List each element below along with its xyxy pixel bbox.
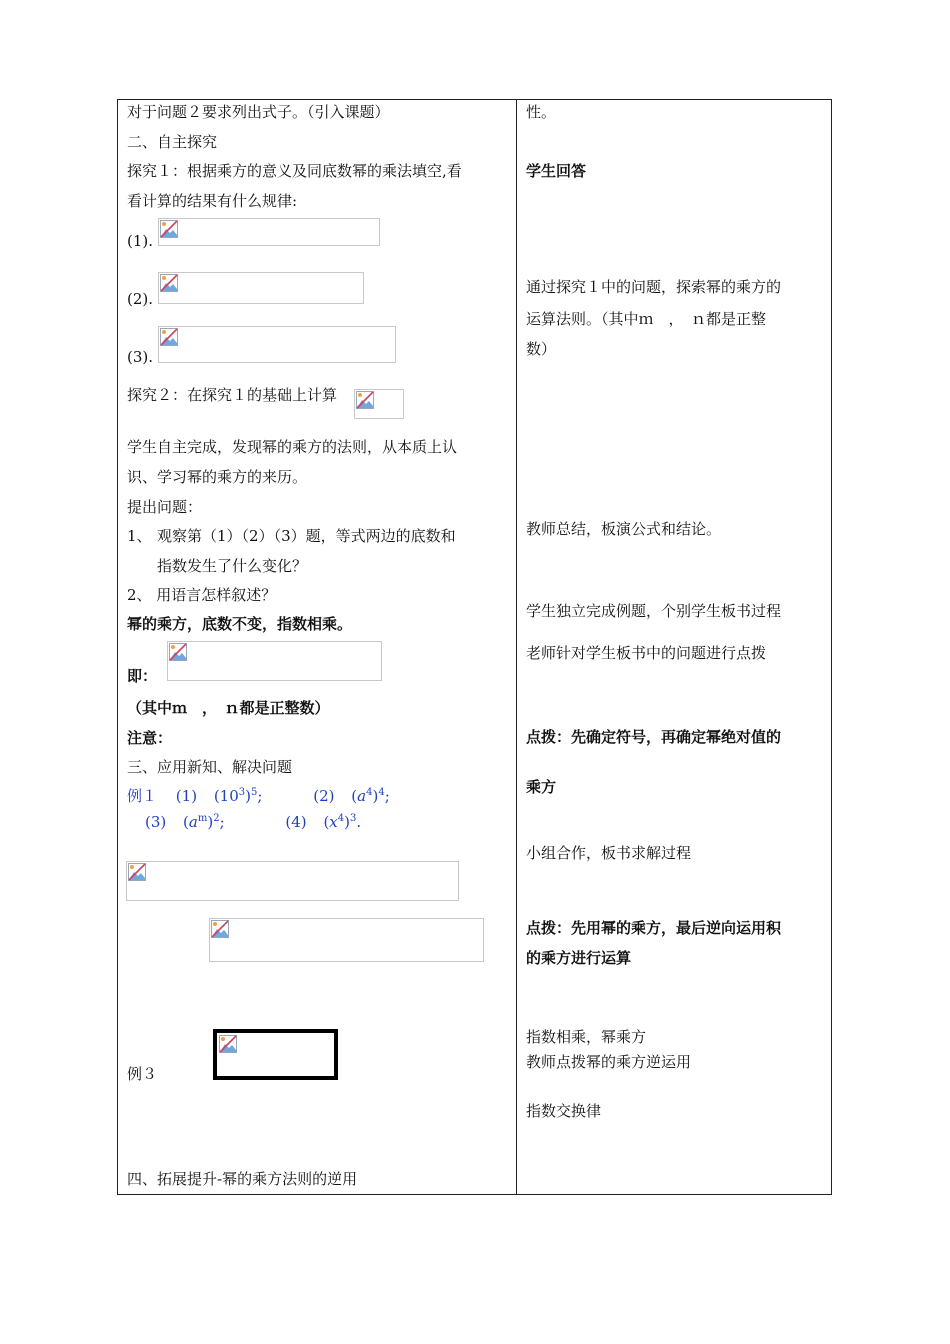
question-1-line2: 指数发生了什么变化？ xyxy=(157,557,308,575)
section-title-2: 二、自主探究 xyxy=(127,133,218,151)
column-divider xyxy=(516,99,517,1195)
student-line2: 识、学习幂的乘方的来历。 xyxy=(127,468,308,486)
question-1-number: 1、 xyxy=(127,527,152,545)
section-title-4: 四、拓展提升-幂的乘方法则的逆用 xyxy=(127,1170,358,1188)
right-text-6: 教师总结，板演公式和结论。 xyxy=(526,520,722,538)
item-1-label: (1). xyxy=(127,232,154,250)
explore2-line: 探究２：在探究１的基础上计算 xyxy=(127,386,338,404)
example-1-part4: (4) xyxy=(285,813,307,831)
right-text-4: 运算法则。（其中ｍ ， ｎ都是正整 xyxy=(526,310,767,328)
example-1-label: 例１ xyxy=(127,787,158,805)
formula-image-4 xyxy=(354,389,404,419)
example-1-expr2: $(a^4)^4$; xyxy=(351,787,390,805)
right-text-3: 通过探究１中的问题，探索幂的乘方的 xyxy=(526,278,782,296)
question-2: 2、 用语言怎样叙述？ xyxy=(127,586,277,604)
right-text-11: 小组合作，板书求解过程 xyxy=(526,844,692,862)
explore1-line1: 探究１：根据乘方的意义及同底数幂的乘法填空,看 xyxy=(127,162,462,180)
broken-image-icon xyxy=(160,274,178,292)
formula-image-ex2b xyxy=(209,918,484,962)
example-1-part3: (3) xyxy=(145,813,167,831)
example-1-part1: (1) xyxy=(175,787,198,805)
right-student-answer: 学生回答 xyxy=(526,162,587,180)
broken-image-icon xyxy=(128,863,146,881)
student-line1: 学生自主完成，发现幂的乘方的法则，从本质上认 xyxy=(127,438,458,456)
broken-image-icon xyxy=(219,1035,237,1053)
formula-image-rule xyxy=(167,641,382,681)
example-1-row2 xyxy=(145,812,361,832)
right-text-8: 老师针对学生板书中的问题进行点拨 xyxy=(526,644,767,662)
right-hint-1a: 点拨：先确定符号，再确定幂绝对值的 xyxy=(526,728,782,746)
note-label: 注意： xyxy=(127,729,173,747)
question-heading: 提出问题： xyxy=(127,498,203,516)
broken-image-icon xyxy=(160,328,178,346)
rule-statement: 幂的乘方，底数不变，指数相乘。 xyxy=(127,615,353,633)
item-2-label: (2). xyxy=(127,290,154,308)
formula-image-3 xyxy=(158,326,396,363)
example-1-expr3: $(a^m)^2$; xyxy=(183,813,225,831)
formula-image-ex2a xyxy=(126,861,459,901)
example-1-row1 xyxy=(127,786,390,806)
right-text-15: 教师点拨幂的乘方逆运用 xyxy=(526,1053,692,1071)
broken-image-icon xyxy=(356,391,374,409)
right-text-1: 性。 xyxy=(526,103,557,121)
right-text-5: 数） xyxy=(526,340,557,358)
ji-label: 即： xyxy=(127,667,158,685)
broken-image-icon xyxy=(169,643,187,661)
formula-image-ex3 xyxy=(213,1029,338,1080)
right-text-14: 指数相乘，幂乘方 xyxy=(526,1028,647,1046)
right-hint-1b: 乘方 xyxy=(526,778,557,796)
example-1-part2: (2) xyxy=(313,787,335,805)
broken-image-icon xyxy=(211,920,229,938)
explore1-line2: 看计算的结果有什么规律: xyxy=(127,192,298,210)
broken-image-icon xyxy=(160,220,178,238)
formula-image-1 xyxy=(158,218,380,246)
example-1-expr4: $(x^4)^3$. xyxy=(323,813,362,831)
mn-condition: （其中ｍ ， ｎ都是正整数） xyxy=(127,699,330,717)
question-1-line1: 观察第（1）（2）（3）题，等式两边的底数和 xyxy=(157,527,456,545)
intro-line: 对于问题２要求列出式子。（引入课题） xyxy=(127,103,390,121)
right-text-16: 指数交换律 xyxy=(526,1102,602,1120)
example-3-label: 例３ xyxy=(127,1065,158,1083)
item-3-label: (3). xyxy=(127,348,154,366)
formula-image-2 xyxy=(158,272,364,304)
right-text-7: 学生独立完成例题，个别学生板书过程 xyxy=(526,602,782,620)
example-1-expr1: $(10^3)^5$; xyxy=(213,787,263,805)
right-hint-2b: 的乘方进行运算 xyxy=(526,949,632,967)
right-hint-2a: 点拨：先用幂的乘方，最后逆向运用积 xyxy=(526,919,782,937)
section-title-3: 三、应用新知、解决问题 xyxy=(127,758,293,776)
